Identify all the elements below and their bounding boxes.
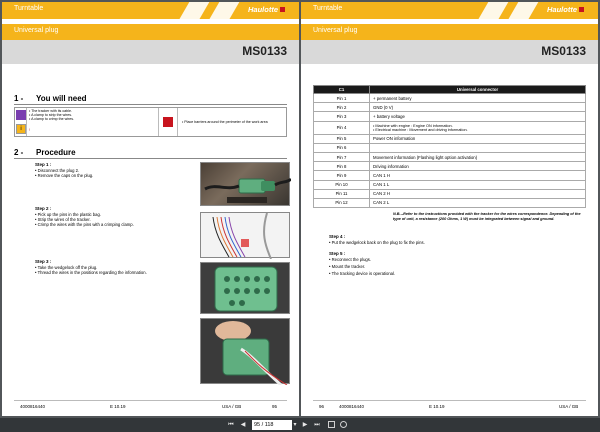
table-row: [314, 143, 586, 152]
zoom-icon[interactable]: [340, 421, 347, 428]
step-1-title: Step 1 :: [35, 162, 52, 167]
table-header: Universal connector: [370, 86, 586, 94]
footer-region: USA / GB: [222, 404, 242, 409]
pin-cell: Pin 11: [314, 189, 370, 198]
category-title: Turntable: [14, 5, 44, 12]
procedure-heading: 2 - Procedure: [14, 148, 76, 157]
footer-docnum: 4000816440: [339, 404, 365, 409]
footer-page: 95: [272, 404, 278, 409]
pin-cell: Pin 4: [314, 121, 370, 134]
step-4-title: Step 4 :: [329, 234, 346, 239]
step-1-item: • Remove the caps on the plug.: [35, 173, 94, 178]
step-5-item: • The tracking device is operational.: [329, 271, 396, 276]
pin-cell: Pin 9: [314, 171, 370, 180]
footer-docnum: 4000816440: [20, 404, 46, 409]
wires-photo: [200, 212, 290, 258]
table-row: [314, 162, 586, 171]
pin-cell: Pin 3: [314, 112, 370, 121]
step-5-title: Step 5 :: [329, 251, 346, 256]
pin-cell: Pin 12: [314, 198, 370, 207]
pin-cell: Pin 6: [314, 143, 370, 152]
connector-table: [313, 85, 586, 208]
description-cell: CAN 2 H: [370, 189, 586, 198]
step-3-title: Step 3 :: [35, 259, 52, 264]
table-body: [314, 94, 586, 208]
step-3-item: • Take the wedgelock off the plug.: [35, 265, 98, 270]
table-row: [314, 94, 586, 103]
need-heading: 1 - You will need: [14, 94, 87, 103]
description-cell: + permanent battery: [370, 94, 586, 103]
description-cell: Movement information (Flashing light option activation): [370, 152, 586, 161]
pin-cell: Pin 10: [314, 180, 370, 189]
table-row: [314, 121, 586, 134]
pin-cell: Pin 5: [314, 134, 370, 143]
prev-page-button[interactable]: ◀: [240, 422, 246, 428]
description-cell: CAN 1 L: [370, 180, 586, 189]
section-title: Universal plug: [14, 27, 59, 34]
plug-face-photo: [200, 262, 290, 314]
section-title: Universal plug: [313, 27, 358, 34]
document-code: MS0133: [242, 44, 287, 58]
table-row: [314, 103, 586, 112]
warning-icon: i: [16, 124, 26, 134]
page-dropdown-icon[interactable]: ▾: [293, 422, 297, 428]
step-2-item: • Crimp the wires with the pins with a crimping clamp.: [35, 222, 134, 227]
footer-edition: E 10.19: [429, 404, 445, 409]
divider: [14, 158, 287, 159]
table-header: C1: [314, 86, 370, 94]
tracker-icon: [16, 110, 26, 120]
viewer-toolbar: [0, 418, 600, 432]
step-2-title: Step 2 :: [35, 206, 52, 211]
safety-item: • Place barriers around the perimeter of the work area: [182, 120, 268, 124]
pin-cell: Pin 7: [314, 152, 370, 161]
step-3-item: • Thread the wires in the positions regarding the information.: [35, 270, 147, 275]
description-cell: [370, 143, 586, 152]
divider: [14, 104, 287, 105]
pin-cell: Pin 1: [314, 94, 370, 103]
category-title: Turntable: [313, 5, 343, 12]
wiring-note: N.B.--Refer to the instructions provided with the tracker for the wires correspondence. Depending of the type of unit, a resistance (200 Ohms, 1 W) must be integrated between signal and ground.: [393, 212, 581, 221]
page-footer: [313, 400, 586, 410]
barrier-icon: [163, 117, 173, 127]
brand-logo: Haulotte: [248, 5, 285, 14]
footer-region: USA / GB: [559, 404, 579, 409]
table-row: [314, 134, 586, 143]
plug-disconnect-photo: [200, 162, 290, 206]
step-2-item: • Strip the wires of the tracker.: [35, 217, 91, 222]
first-page-button[interactable]: ⏮: [228, 422, 234, 428]
description-cell: Power ON information: [370, 134, 586, 143]
footer-page: 96: [319, 404, 325, 409]
pin-cell: Pin 8: [314, 162, 370, 171]
tool-item: • A clamp to crimp the wires.: [29, 117, 75, 121]
document-code: MS0133: [541, 44, 586, 58]
page-95: [2, 2, 299, 416]
code-band: [301, 40, 598, 64]
description-cell: • Machine with engine : Engine ON information. • Electrical machine : Movement and driving information.: [370, 121, 586, 134]
fit-page-icon[interactable]: [328, 421, 335, 428]
step-1-item: • Disconnect the plug 2.: [35, 168, 80, 173]
table-row: [314, 112, 586, 121]
section-banner: [301, 24, 598, 40]
wired-plug-photo: [200, 318, 290, 384]
step-4-item: • Put the wedgelock back on the plug to fix the pins.: [329, 240, 425, 245]
page-number-input[interactable]: 95 / 118: [252, 420, 292, 430]
code-band: [2, 40, 299, 64]
table-row: [314, 198, 586, 207]
section-banner: [2, 24, 299, 40]
description-cell: + battery voltage: [370, 112, 586, 121]
step-5-item: • Reconnect the plugs.: [329, 257, 371, 262]
tool-item: • A clamp to strip the wires.: [29, 113, 73, 117]
pin-cell: Pin 2: [314, 103, 370, 112]
table-row: [314, 189, 586, 198]
description-cell: CAN 2 L: [370, 198, 586, 207]
footer-edition: E 10.19: [110, 404, 126, 409]
description-cell: GND (0 V): [370, 103, 586, 112]
table-row: [314, 180, 586, 189]
last-page-button[interactable]: ⏭: [314, 422, 320, 428]
table-row: [314, 152, 586, 161]
need-table: [14, 107, 287, 137]
step-5-item: • Mount the tracker.: [329, 264, 366, 269]
table-row: [314, 171, 586, 180]
next-page-button[interactable]: ▶: [302, 422, 308, 428]
step-2-item: • Pick up the pins in the plastic bag.: [35, 212, 101, 217]
description-cell: CAN 1 H: [370, 171, 586, 180]
top-banner: [2, 2, 299, 19]
top-banner: [301, 2, 598, 19]
description-cell: Driving information: [370, 162, 586, 171]
warning-mark: !: [29, 128, 30, 132]
brand-logo: Haulotte: [547, 5, 584, 14]
tool-item: • The tracker with its cable.: [29, 109, 72, 113]
page-footer: [14, 400, 287, 410]
page-96: [301, 2, 598, 416]
